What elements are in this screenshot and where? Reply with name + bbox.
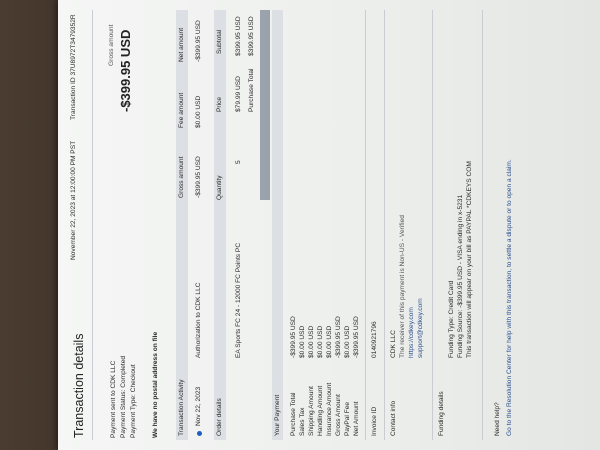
funding-statement: This transaction will appear on your bill as PAYPAL *CDKEYS COM: [466, 161, 473, 358]
order-footer-bar: [260, 10, 270, 200]
address-note: We have no postal address on file: [152, 331, 159, 438]
payment-row-label: Sales Tax: [299, 407, 306, 436]
contact-label: Contact info: [390, 400, 397, 436]
payment-row-value: $0.00 USD: [317, 325, 324, 358]
activity-section-label: Transaction Activity: [178, 379, 185, 436]
order-item-name: EA Sports FC 24 - 12000 FC Points PC: [235, 242, 242, 358]
activity-net: -$399.95 USD: [195, 20, 202, 62]
paper-document: [58, 0, 600, 450]
activity-col-net: Net amount: [178, 27, 185, 62]
your-payment-label: Your Payment: [274, 394, 281, 436]
payment-row-value: -$399.95 USD: [290, 316, 297, 358]
payment-row-value: -$399.95 USD: [353, 316, 360, 358]
resolution-center-link[interactable]: Go to the Resolution Center for help with this transaction, to settle a dispute or to open a claim.: [506, 159, 513, 436]
gross-amount-label: Gross amount: [108, 24, 115, 66]
payment-row-label: Purchase Total: [290, 392, 297, 436]
funding-divider: [432, 10, 433, 440]
contact-divider: [384, 10, 385, 440]
payment-row-label: Shipping Amount: [308, 386, 315, 436]
order-section-label: Order details: [216, 398, 223, 436]
activity-fee: $0.00 USD: [195, 95, 202, 128]
payment-type: Payment Type: Checkout: [130, 364, 137, 438]
purchase-total-value: $399.95 USD: [248, 16, 255, 56]
activity-status-dot: [197, 431, 202, 436]
order-item-quantity: 5: [235, 160, 242, 164]
payment-row-label: PayPal Fee: [344, 401, 351, 436]
activity-header-bar: [176, 10, 188, 440]
payment-row-value: $0.00 USD: [326, 325, 333, 358]
purchase-total-label: Purchase Total: [248, 68, 255, 112]
order-col-quantity: Quantity: [216, 175, 223, 200]
payment-row-label: Net Amount: [353, 401, 360, 436]
transaction-date: November 22, 2023 at 12:00:00 PM PST: [70, 140, 77, 260]
your-payment-bar: [272, 10, 283, 440]
payment-recipient: Payment sent to CDK LLC: [110, 360, 117, 438]
activity-col-gross: Gross amount: [178, 156, 185, 198]
contact-url-link[interactable]: https://cdkey.com: [408, 307, 415, 358]
payment-row-label: Insurance Amount: [326, 382, 333, 436]
order-header-bar: [214, 10, 226, 440]
contact-note: The receiver of this payment is Non-US - Verified: [399, 215, 406, 358]
payment-row-label: Gross Amount: [335, 394, 342, 436]
payment-row-value: $0.00 USD: [308, 325, 315, 358]
activity-gross: -$399.95 USD: [195, 156, 202, 198]
transaction-sheet: [58, 0, 600, 450]
contact-name: CDK LLC: [390, 330, 397, 358]
payment-row-value: -$399.95 USD: [335, 316, 342, 358]
activity-col-fee: Fee amount: [178, 92, 185, 128]
funding-label: Funding details: [438, 391, 445, 436]
header-divider: [92, 10, 93, 440]
invoice-divider: [365, 10, 366, 440]
order-item-price: $79.99 USD: [235, 76, 242, 112]
payment-row-value: $0.00 USD: [299, 325, 306, 358]
payment-status: Payment Status: Completed: [120, 355, 127, 438]
help-divider: [482, 10, 483, 440]
order-col-subtotal: Subtotal: [216, 29, 223, 54]
help-question: Need help?: [494, 402, 501, 436]
payment-row-value: $0.00 USD: [344, 325, 351, 358]
activity-date: Nov 22, 2023: [195, 386, 202, 426]
order-col-price: Price: [216, 96, 223, 112]
transaction-id[interactable]: Transaction ID 37U8972T3479352R: [70, 14, 77, 120]
funding-type: Funding Type: Credit Card: [448, 280, 455, 358]
gross-amount: -$399.95 USD: [118, 29, 133, 112]
activity-description[interactable]: Authorization to CDK LLC: [195, 282, 202, 358]
funding-source: Funding Source: -$399.95 USD - VISA ending in x-5231: [457, 194, 464, 358]
payment-row-label: Handling Amount: [317, 385, 324, 436]
order-item-subtotal: $399.95 USD: [235, 16, 242, 56]
invoice-label: Invoice ID: [371, 406, 378, 436]
invoice-value: 0140921796: [371, 321, 378, 358]
page-title: Transaction details: [72, 333, 86, 438]
contact-email-link[interactable]: support@cdkey.com: [417, 298, 424, 358]
